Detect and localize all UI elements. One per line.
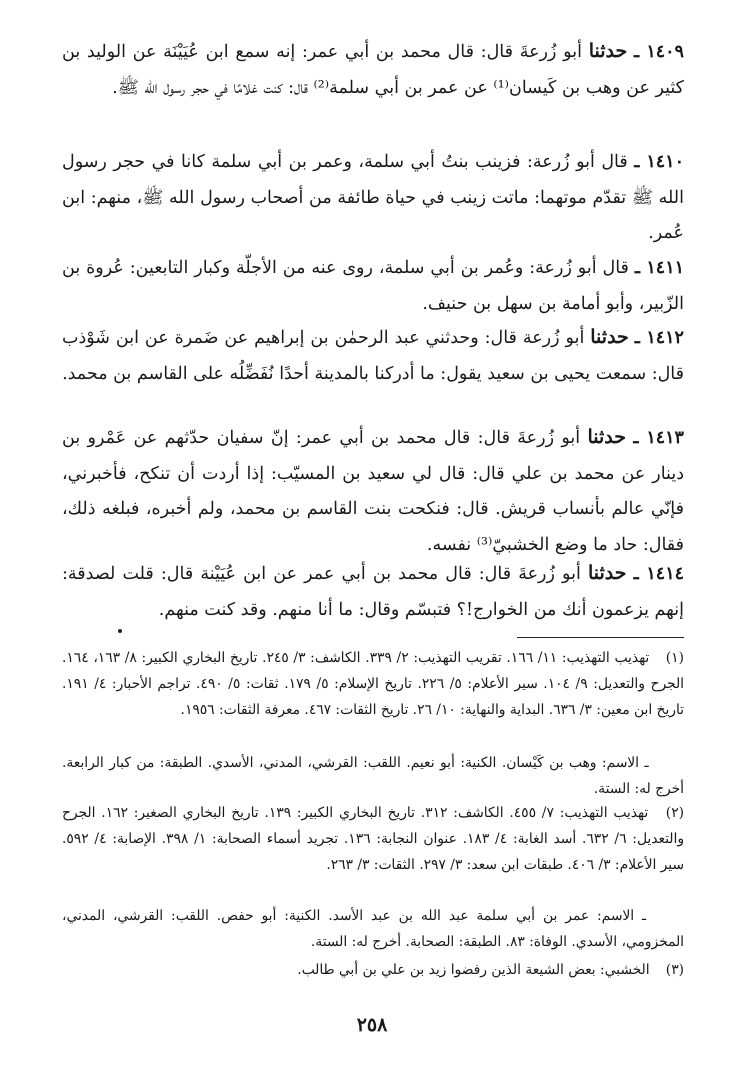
entry-1412	[62, 320, 684, 392]
entry-number: ١٤١١ ـ	[634, 258, 684, 278]
stray-dot	[118, 629, 122, 633]
page-number: ٢٥٨	[356, 1014, 388, 1036]
footnote-2-extra	[62, 904, 684, 956]
entry-text: أبو زُرعة قال: وحدثني عبد الرحمٰن بن إبراهيم عن ضَمرة عن ابن شَوْذب قال: سمعت يحيى بن سعيد يقول: ما أدركنا بالمدينة أحدًا نُفَضِّلُه على القاسم بن محمد.	[62, 328, 684, 384]
footnote-text: تهذيب التهذيب: ٧/ ٤٥٥. الكاشف: ٣١٢. تاريخ البخاري الكبير: ١٣٩. تاريخ البخاري الصغير: ١٦٢. الجرح والتعديل: ٦/ ٦٣٢. أسد الغابة: ٤/ ١٨٣. عنوان النجابة: ١٣٦. تجريد أسماء الصحابة: ١/ ٣٩٨. الإصابة: ٤/ ٥٩٢. سير الأعلام: ٣/ ٤٠٦. طبقات ابن سعد: ٣/ ٢٩٧. الثقات: ٣/ ٢٦٣.	[62, 805, 685, 873]
entry-number: ١٤١٠ ـ	[634, 152, 684, 172]
footnote-extra-text: ـ الاسم: وهب بن كَيْسان. الكنية: أبو نعيم. اللقب: القرشي، المدني، الأسدي. الطبقة: من كبار الرابعة. أخرج له: الستة.	[62, 755, 684, 797]
entry-number: ١٤١٤ ـ	[633, 564, 684, 584]
footnote-3	[62, 958, 684, 984]
entry-text: قال أبو زُرعة: فزينب بنتُ أبي سلمة، وعمر بن أبي سلمة كانا في حجر رسول الله ﷺ تقدّم موتهما: ماتت زينب في حياة طائفة من أصحاب رسول الله ﷺ، منهم: ابن عُمر.	[62, 152, 684, 243]
footnote-text: الخشبي: بعض الشيعة الذين رفضوا زيد بن علي بن أبي طالب.	[297, 962, 650, 978]
entry-text: أبو زُرعةَ قال: قال محمد بن أبي عمر عن ابن عُيَيْنة قال: قلت لصدقة: إنهم يزعمون أنك من الخوارج!؟ فتبسّم وقال: ما أنا منهم. وقد كنت منهم.	[62, 564, 684, 620]
entry-number: ١٤١٣ ـ	[633, 428, 684, 448]
entry-1413	[62, 420, 684, 563]
entry-number: ١٤١٢ ـ	[634, 328, 684, 348]
footnote-extra-text: ـ الاسم: عمر بن أبي سلمة عبد الله بن عبد الأسد. الكنية: أبو حفص. اللقب: القرشي، المدني، المخزومي، الأسدي. الوفاة: ٨٣. الطبقة: الصحابة. أخرج له: الستة.	[62, 908, 684, 950]
entry-keyword: حدثنا	[590, 326, 629, 348]
entry-text: قال أبو زُرعة: وعُمر بن أبي سلمة، روى عنه من الأجلّة وكبار التابعين: عُروة بن الزّبير، وأبو أمامة بن سهل بن حنيف.	[62, 258, 684, 314]
footnote-text: تهذيب التهذيب: ١١/ ١٦٦. تقريب التهذيب: ٢/ ٣٣٩. الكاشف: ٣/ ٢٤٥. تاريخ البخاري الكبير: ٨/ ١٦٣، ١٦٤. الجرح والتعديل: ٩/ ١٠٤. سير الأعلام: ٥/ ٢٢٦. تاريخ الإسلام: ٥/ ١٧٩. ثقات: ٥/ ٤٩٠. تراجم الأحبار: ٤/ ١٩١. تاريخ ابن معين: ٣/ ٦٣٦. البداية والنهاية: ١٠/ ٢٦. تاريخ الثقات: ٤٦٧. معرفة الثقات: ١٩٥٦.	[62, 650, 684, 718]
entry-1414	[62, 556, 684, 628]
footnote-number: (١)	[665, 650, 684, 666]
footnote-number: (٢)	[665, 805, 684, 821]
entry-keyword: حدثنا	[587, 426, 627, 448]
entry-number: ١٤٠٩ ـ	[633, 42, 684, 62]
footnote-number: (٣)	[665, 962, 684, 978]
entry-text: أبو زُرعةَ قال: قال محمد بن أبي عمر: إنه سمع ابن عُيَيْنَة عن الوليد بن كثير عن وهب بن كَيسان⁽¹⁾ عن عمر بن أبي سلمة⁽²⁾ قال: كنت غلامًا في حجر رسول الله ﷺ.	[62, 42, 684, 98]
footnote-1-extra	[62, 751, 684, 803]
entry-1411	[62, 251, 684, 322]
footnote-2	[62, 801, 684, 878]
footnote-1	[62, 646, 684, 723]
entry-keyword: حدثنا	[587, 562, 627, 584]
entry-text: أبو زُرعةَ قال: قال محمد بن أبي عمر: إنّ سفيان حدّثهم عن عَمْرو بن دينار عن محمد بن علي قال: قال لي سعيد بن المسيّب: إذا أردت أن تنكح، فأخبرني، فإنّي عالم بأنساب قريش. قال: فنكحت بنت القاسم بن محمد، ولم أخبره، فبلغه ذلك، فقال: حاد ما وضع الخشبيّ⁽³⁾ نفسه.	[62, 428, 684, 555]
footnote-separator	[517, 637, 684, 638]
entry-keyword: حدثنا	[588, 40, 628, 62]
entry-1410	[62, 145, 684, 252]
entry-1409	[62, 34, 684, 106]
